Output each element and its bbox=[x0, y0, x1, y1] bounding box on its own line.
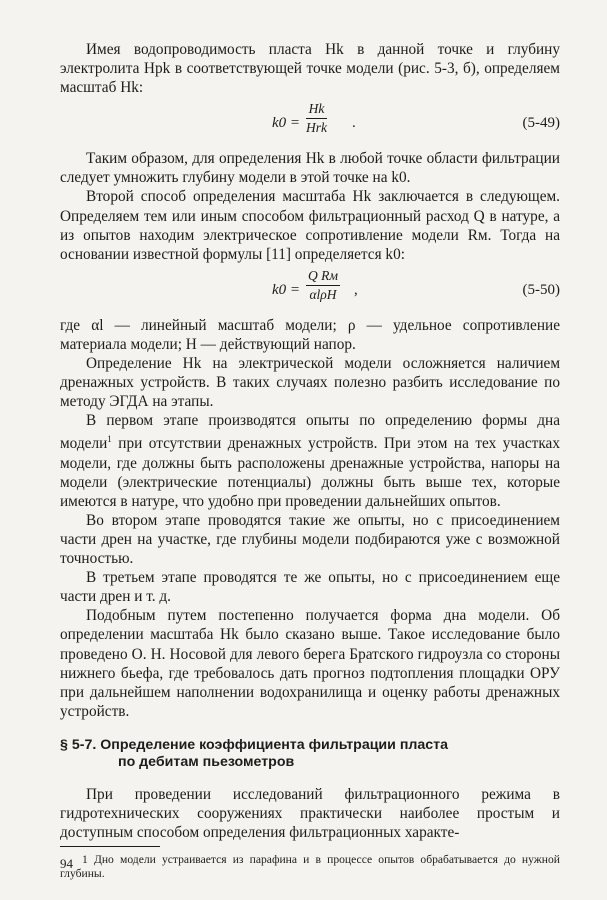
formula-lhs: k0 = bbox=[272, 281, 301, 298]
formula-numerator: Hk bbox=[306, 101, 327, 119]
paragraph-6 bbox=[60, 411, 560, 511]
formula-tail: . bbox=[352, 115, 356, 132]
paragraph-6-end: при отсутствии дренажных устройств. При этом на тех участках модели, где должны быть расположены дренажные устройства, напоры на модели (электрические потенциалы) должны быть выше тех, которые имеются в натуре, что удобно при проведении дальнейших опытов. bbox=[60, 435, 560, 510]
formula-fraction bbox=[306, 101, 327, 136]
footnote-divider bbox=[60, 846, 160, 847]
paragraph-1: Имея водопроводимость пласта Hk в данной точке и глубину электролита Hрk в соответствующей точке модели (рис. 5-3, б), определяем масштаб Hk: bbox=[60, 41, 560, 97]
equation-number: (5-50) bbox=[522, 281, 560, 298]
paragraph-9: Подобным путем постепенно получается форма дна модели. Об определении масштаба Hk было сказано выше. Такое исследование было проведено О. Н. Носовой для левого берега Братского гидроузла со стороны нижнего бьефа, где требовалось дать прогноз подтопления площадки ОРУ при дальнейшем наполнении водохранилища и оценку работы дренажных устройств. bbox=[60, 607, 560, 720]
page-number: 94 bbox=[60, 856, 73, 871]
formula-5-49 bbox=[60, 97, 560, 149]
paragraph-2: Таким образом, для определения Hk в любой точке области фильтрации следует умножить глубину модели в этой точке на k0. bbox=[60, 150, 560, 187]
footnote-reference: 1 bbox=[107, 434, 112, 445]
equation-number: (5-49) bbox=[522, 115, 560, 132]
formula-lhs: k0 = bbox=[272, 115, 301, 132]
formula-5-50 bbox=[60, 264, 560, 316]
paragraph-4: где αl — линейный масштаб модели; ρ — удельное сопротивление материала модели; H — действующий напор. bbox=[60, 316, 560, 353]
formula-denominator: Hrk bbox=[306, 120, 327, 136]
section-heading-line-1: § 5-7. Определение коэффициента фильтрации пласта bbox=[60, 736, 449, 753]
formula-fraction bbox=[306, 268, 340, 303]
paragraph-3: Второй способ определения масштаба Hk заключается в следующем. Определяем тем или иным способом фильтрационный расход Q в натуре, а из опытов находим электрическое сопротивление модели Rм. Тогда на основании известной формулы [11] определяется k0: bbox=[60, 188, 560, 263]
formula-denominator: αlρH bbox=[309, 286, 337, 302]
paragraph-6-start: В первом этапе производятся опыты по определению формы дна модели bbox=[60, 412, 560, 453]
paragraph-7: Во втором этапе проводятся такие же опыты, но с присоединением части дрен на участке, где глубины модели подбираются уже с возможной точностью. bbox=[60, 511, 560, 568]
page-content bbox=[60, 40, 560, 881]
paragraph-5: Определение Hk на электрической модели осложняется наличием дренажных устройств. В таких случаях полезно разбить исследование по методу ЭГДА на этапы. bbox=[60, 355, 560, 411]
formula-numerator: Q Rм bbox=[306, 268, 340, 286]
formula-tail: , bbox=[354, 281, 358, 298]
paragraph-10: При проведении исследований фильтрационного режима в гидротехнических сооружениях практически наиболее простым и доступным способом определения фильтрационных характе- bbox=[60, 785, 560, 842]
section-heading bbox=[60, 737, 560, 771]
paragraph-8: В третьем этапе проводятся те же опыты, но с присоединением еще части дрен и т. д. bbox=[60, 569, 560, 606]
section-heading-line-2: по дебитам пьезометров bbox=[118, 753, 295, 770]
footnote: 1 Дно модели устраивается из парафина и в процессе опытов обрабатывается до нужной глубины. bbox=[60, 853, 560, 881]
